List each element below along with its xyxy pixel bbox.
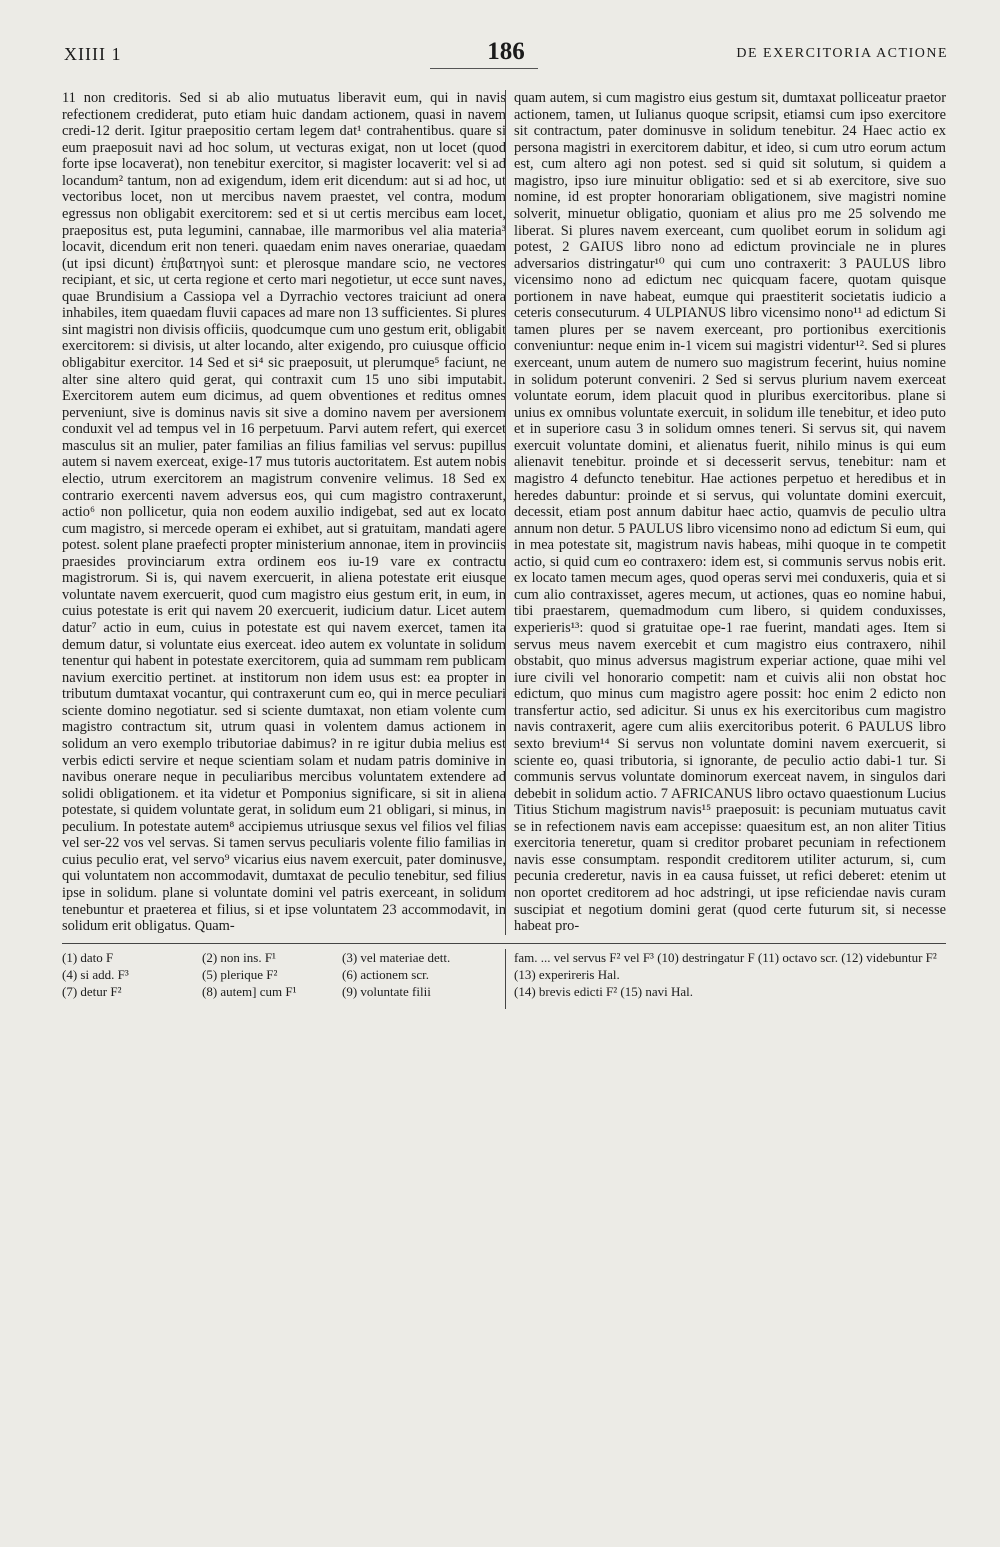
left-column (62, 90, 506, 935)
footnote-row (62, 983, 492, 1000)
footnote-row (62, 966, 492, 983)
footnote: (5) plerique F² (202, 966, 278, 982)
footnote-rule (62, 943, 946, 944)
column-divider (505, 90, 506, 935)
running-title: DE EXERCITORIA ACTIONE (736, 46, 948, 61)
footnote: (9) voluntate filii (342, 983, 431, 999)
footnote-line: (14) brevis edicti F² (15) navi Hal. (514, 983, 693, 999)
footnote: (7) detur F² (62, 983, 122, 999)
footnote: (4) si add. F³ (62, 966, 129, 982)
book-section-number: XIIII 1 (64, 44, 122, 64)
left-column-text: 11 non creditoris. Sed si ab alio mutuatus liberavit eum, qui in navis refectionem crediderat, puto etiam huic dandam actionem, quasi in navem credi-12 derit. Igitur praepositio certam legem dat¹ contrahentibus. quare si eum praeposuit navi ad hoc solum, ut vecturas exigat, non ut locet (quod forte ipse locaverat), non tenebitur exercitor, si magister locaverit: vel si ad locandum² tantum, non ad exigendum, idem erit dicendum: aut si ad hoc, ut vectoribus locet, non ut mercibus navem praestet, vel contra, modum egressus non obligabit exercitorem: sed et si ut certis mercibus eam locet, praepositus est, puta legumini, cannabae, ille marmoribus vel alia materia³ locavit, dicendum erit non teneri. quaedam enim naves onerariae, quaedam (ut ipsi dicunt) ἐπιβατηγοὶ sunt: et plerosque mandare scio, ne vectores recipiant, et sic, ut certa regione et certo mari negotietur, ut ecce sunt naves, quae Brundisium a Cassiopa vel a Dyrrachio vectores traiciunt ad onera inhabiles, item quaedam fluvii capaces ad mare non 13 sufficientes. Si plures sint magistri non divisis officiis, quodcumque cum uno gestum erit, obligabit exercitorem: si divisis, ut alter locando, alter exigendo, pro cuiusque officio obligabitur exercitor. 14 Sed et si⁴ sic praeposuit, ut plerumque⁵ faciunt, ne alter sine altero quid gerat, qui contraxit cum 15 uno sibi imputabit. Exercitorem autem eum dicimus, ad quem obventiones et reditus omnes perveniunt, sive is dominus navis sit sive a domino navem per aversionem conduxit vel ad tempus vel in 16 perpetuum. Parvi autem refert, qui exercet masculus sit an mulier, pater familias an filius familias vel servus: pupillus autem si navem exerceat, exige-17 mus tutoris auctoritatem. Est autem nobis electio, utrum exercitorem an magistrum convenire velimus. 18 Sed ex contrario exercenti navem adversus eos, qui cum magistro contraxerunt, actio⁶ non pollicetur, quia non eodem auxilio indigebat, sed aut ex locato cum magistro, si mercede operam ei exhibet, aut si gratuitam, mandati agere potest. solent plane praefecti propter ministerium annonae, item in provinciis praesides provinciarum extra ordinem eos iu-19 vare ex contractu magistrorum. Si is, qui navem exercuerit, in aliena potestate erit eiusque voluntate navem exercuerit, quod cum magistro eius gestum erit, in eum, in cuius potestate is erit qui navem 20 exercuerit, iudicium datur. Licet autem datur⁷ actio in eum, cuius in potestate est qui navem exercet, tamen ita demum datur, si voluntate eius exerceat. ideo autem ex voluntate in solidum tenentur qui habent in potestate exercitorem, quia ad summam rem publicam navium exercitio pertinet. at institorum non idem usus est: ea propter in tributum dumtaxat vocantur, qui contraxerunt cum eo, qui in merce peculiari sciente domino negotiatur. sed si sciente dumtaxat, non etiam volente cum magistro contractum sit, utrum quasi in volentem damus actionem in solidum an vero exemplo tributoriae dabimus? in re igitur dubia melius est verbis edicti servire et neque scientiam solam et nudam patris dominive in navibus onerare neque in peculiaribus mercibus voluntatem extendere ad solidi obligationem. et ita videtur et Pomponius significare, si sit in aliena potestate, si quidem voluntate gerat, in solidum eum 21 obligari, si minus, in peculium. In potestate autem⁸ accipiemus utriusque sexus vel filios vel filias vel ser-22 vos vel servas. Si tamen servus peculiaris volente filio familias in cuius peculio erat, vel servo⁹ vicarius eius navem exercuit, pater dominusve, qui voluntatem non accommodavit, dumtaxat de peculio tenebitur, sed filius ipse in solidum. plane si voluntate domini vel patris exerceant, in solidum tenebuntur et praeterea et filius, si et ipse voluntatem 23 accommodavit, in solidum erit obligatus. Quam- (62, 90, 506, 935)
right-column (514, 90, 946, 935)
header-rule (430, 68, 538, 69)
footnote: (8) autem] cum F¹ (202, 983, 297, 999)
footnote-line: fam. ... vel servus F² vel F³ (10) destringatur F (11) octavo scr. (12) videbuntur F² (13) experireris Hal. (514, 949, 937, 982)
footnote: (2) non ins. F¹ (202, 949, 276, 965)
footnotes-right (514, 949, 946, 1000)
page-number: 186 (487, 38, 525, 65)
footnote: (3) vel materiae dett. (342, 949, 451, 965)
footnote: (1) dato F (62, 949, 114, 965)
right-column-text: quam autem, si cum magistro eius gestum sit, dumtaxat polliceatur praetor actionem, tamen, ut Iulianus quoque scripsit, etiamsi cum ipso exercitore sit contractum, pater dominusve in solidum tenebitur. 24 Haec actio ex persona magistri in exercitorem dabitur, et ideo, si cum utro eorum actum est, cum altero agi non potest. sed si quid sit solutum, si quidem a magistro, ipso iure minuitur obligatio: sed et si ab exercitore, sive suo nomine, id est propter honorariam obligationem, sive magistri nomine solverit, minuetur obligatio, quoniam et alius pro me 25 solvendo me liberat. Si plures navem exerceant, cum quolibet eorum in solidum agi potest, 2 GAIUS libro nono ad edictum provinciale ne in plures adversarios distringatur¹⁰ qui cum uno contraxerit: 3 PAULUS libro vicensimo nono ad edictum nec quicquam facere, quotam quisque portionem in nave habeat, eumque qui praestiterit societatis iudicio a ceteris consecuturum. 4 ULPIANUS libro vicensimo nono¹¹ ad edictum Si tamen plures per se navem exerceant, pro portionibus exercitionis conveniuntur: neque enim in-1 vicem sui magistri videntur¹². Sed si plures exerceant, unum autem de numero suo magistrum fecerint, huius nomine in solidum poterunt conveniri. 2 Sed si servus plurium navem exerceat voluntate eorum, idem placuit quod in pluribus exercitoribus. plane si unius ex omnibus voluntate exercuit, in solidum ille tenebitur, et ideo puto et in superiore casu 3 in solidum omnes teneri. Si servus sit, qui navem exercuit voluntate domini, et alienatus fuerit, nihilo minus is qui eum alienavit tenebitur. proinde et si decesserit servus, tenebitur: nam et magistro 4 defuncto tenebitur. Hae actiones perpetuo et heredibus et in heredes dabuntur: proinde et si servus, qui voluntate domini exercuit, decessit, etiam post annum dabitur haec actio, quamvis de peculio ultra annum non detur. 5 PAULUS libro vicensimo nono ad edictum Si eum, qui in mea potestate sit, magistrum navis habeas, mihi quoque in te competit actio, si quid cum eo contraxero: idem est, si communis servus nobis erit. ex locato tamen mecum ages, quod operas servi mei conduxeris, quia et si cum alio contraxisset, ageres mecum, ut actiones, quas eo nomine habui, tibi praestarem, quemadmodum cum libero, si quidem conduxisses, experieris¹³: quod si gratuitae ope-1 rae fuerint, mandati ages. Item si servus meus navem exercebit et cum magistro eius contraxero, nihil obstabit, quo minus adversus magistrum experiar actione, quae mihi vel iure civili vel honorario competit: nam et cuivis alii non obstat hoc edictum, quo minus cum magistro agere possit: hoc enim 2 edicto non transfertur actio, sed adicitur. Si unus ex his exercitoribus cum magistro navis contraxerit, agere cum aliis exercitoribus poterit. 6 PAULUS libro sexto brevium¹⁴ Si servus non voluntate domini navem exercuerit, si sciente eo, quasi tributoria, si ignorante, de peculio actio dabi-1 tur. Si communis servus voluntate dominorum exerceat navem, in singulos dari debebit in solidum actio. 7 AFRICANUS libro octavo quaestionum Lucius Titius Stichum magistrum navis¹⁵ praeposuit: is pecuniam mutuatus cavit se in refectionem navis eam accepisse: quaesitum est, an non aliter Titius exercitoria teneretur, quam si creditor probaret pecuniam in refectionem navis esse consumptam. respondit creditorem utiliter acturum, si, cum pecunia crederetur, navis in ea causa fuisset, ut refici deberet: etenim ut non oportet creditorem ad hoc adstringi, ut ipse reficiendae navis curam suscipiat et negotium domini gerat (quod certe futurum sit, si necesse habeat pro- (514, 90, 946, 935)
page-header (64, 38, 948, 72)
footnote: (6) actionem scr. (342, 966, 429, 982)
footnote-row (62, 949, 492, 966)
footnote-divider (505, 949, 506, 1009)
footnotes-left (62, 949, 492, 1000)
